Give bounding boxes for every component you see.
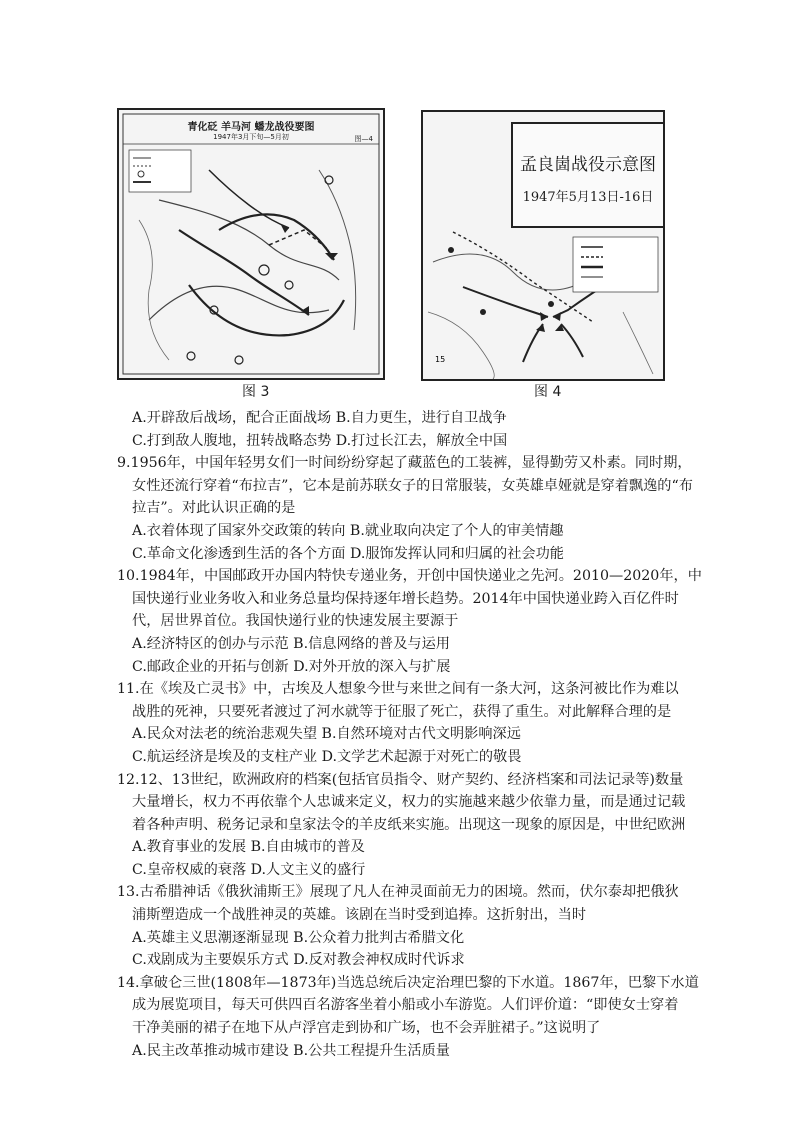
question-text-line: 成为展览项目，每天可供四百名游客坐着小船或小车游览。人们评价道：“即使女士穿着 (132, 997, 679, 1014)
figure3-title: 青化砭 羊马河 蟠龙战役要图 (187, 122, 315, 133)
answer-options-line: A.开辟敌后战场，配合正面战场 B.自力更生，进行自卫战争 (132, 410, 507, 426)
question-stem-line: 14.拿破仑三世(1808年—1873年)当选总统后决定治理巴黎的下水道。1867年，巴黎下水道 (117, 974, 699, 991)
battle-map-figure-3 (117, 108, 385, 380)
answer-options-line: C.打到敌人腹地，扭转战略态势 D.打过长江去，解放全中国 (132, 432, 508, 449)
figure4-title-box (511, 122, 665, 228)
answer-options-line: A.民众对法老的统治悲观失望 B.自然环境对古代文明影响深远 (132, 726, 521, 743)
answer-options-line: A.衣着体现了国家外交政策的转向 B.就业取向决定了个人的审美情趣 (132, 522, 564, 539)
question-text-line: 大量增长，权力不再依靠个人忠诚来定义，权力的实施越来越少依靠力量，而是通过记载 (132, 794, 686, 811)
answer-options-line: C.戏剧成为主要娱乐方式 D.反对教会神权成时代诉求 (132, 952, 465, 969)
question-text-line: 国快递行业业务收入和业务总量均保持逐年增长趋势。2014年中国快递业跨入百亿件时 (132, 590, 679, 607)
question-text-line: 女性还流行穿着“布拉吉”，它本是前苏联女子的日常服装，女英雄卓娅就是穿着飘逸的“布 (132, 477, 693, 494)
answer-options-line: A.经济特区的创办与示范 B.信息网络的普及与运用 (132, 635, 450, 652)
question-text-line: 战胜的死神，只要死者渡过了河水就等于征服了死亡，获得了重生。对此解释合理的是 (132, 703, 672, 720)
answer-options-line: C.航运经济是埃及的支柱产业 D.文学艺术起源于对死亡的敬畏 (132, 748, 522, 765)
figure3-subtitle: 1947年3月下旬—5月初 (213, 133, 289, 141)
answer-options-line: C.皇帝权威的衰落 D.人文主义的盛行 (132, 861, 366, 878)
svg-text:15: 15 (435, 355, 446, 364)
figure4-title: 孟良崮战役示意图 (520, 155, 656, 175)
figure3-number: 图—4 (354, 135, 373, 143)
figure3-caption: 图 3 (242, 384, 270, 400)
answer-options-line: A.英雄主义思潮逐渐显现 B.公众着力批判古希腊文化 (132, 929, 465, 946)
figures-row (0, 108, 794, 398)
figure4-dates: 1947年5月13日-16日 (522, 190, 654, 205)
battle-map-figure-4 (421, 110, 665, 381)
question-stem-line: 13.古希腊神话《俄狄浦斯王》展现了凡人在神灵面前无力的困境。然而，伏尔泰却把俄狄 (117, 884, 679, 901)
question-stem-line: 11.在《埃及亡灵书》中，古埃及人想象今世与来世之间有一条大河，这条河被比作为难以 (117, 681, 679, 698)
question-text-line: 代，居世界首位。我国快递行业的快速发展主要源于 (132, 613, 459, 630)
figure4-caption: 图 4 (534, 384, 562, 400)
question-text-line: 浦斯塑造成一个战胜神灵的英雄。该剧在当时受到追捧。这折射出，当时 (132, 907, 587, 924)
answer-options-line: C.邮政企业的开拓与创新 D.对外开放的深入与扩展 (132, 658, 451, 675)
question-text-line: 着各种声明、税务记录和皇家法令的羊皮纸来实施。出现这一现象的原因是，中世纪欧洲 (132, 816, 686, 833)
question-text-line: 拉吉”。对此认识正确的是 (132, 500, 296, 517)
question-stem-line: 12.12、13世纪，欧洲政府的档案(包括官员指令、财产契约、经济档案和司法记录等)数量 (117, 771, 684, 788)
answer-options-line: A.教育事业的发展 B.自由城市的普及 (132, 839, 365, 856)
question-stem-line: 9.1956年，中国年轻男女们一时间纷纷穿起了藏蓝色的工装裤，显得勤劳又朴素。同时期， (117, 455, 692, 472)
question-text-line: 干净美丽的裙子在地下从卢浮宫走到协和广场，也不会弄脏裙子。”这说明了 (132, 1020, 601, 1037)
question-stem-line: 10.1984年，中国邮政开办国内特快专递业务，开创中国快递业之先河。2010—2020年，中 (117, 568, 702, 585)
battle-map-3-drawing (119, 110, 383, 378)
question-text-body (117, 407, 702, 1062)
answer-options-line: C.革命文化渗透到生活的各个方面 D.服饰发挥认同和归属的社会功能 (132, 545, 564, 562)
answer-options-line: A.民主改革推动城市建设 B.公共工程提升生活质量 (132, 1042, 450, 1059)
